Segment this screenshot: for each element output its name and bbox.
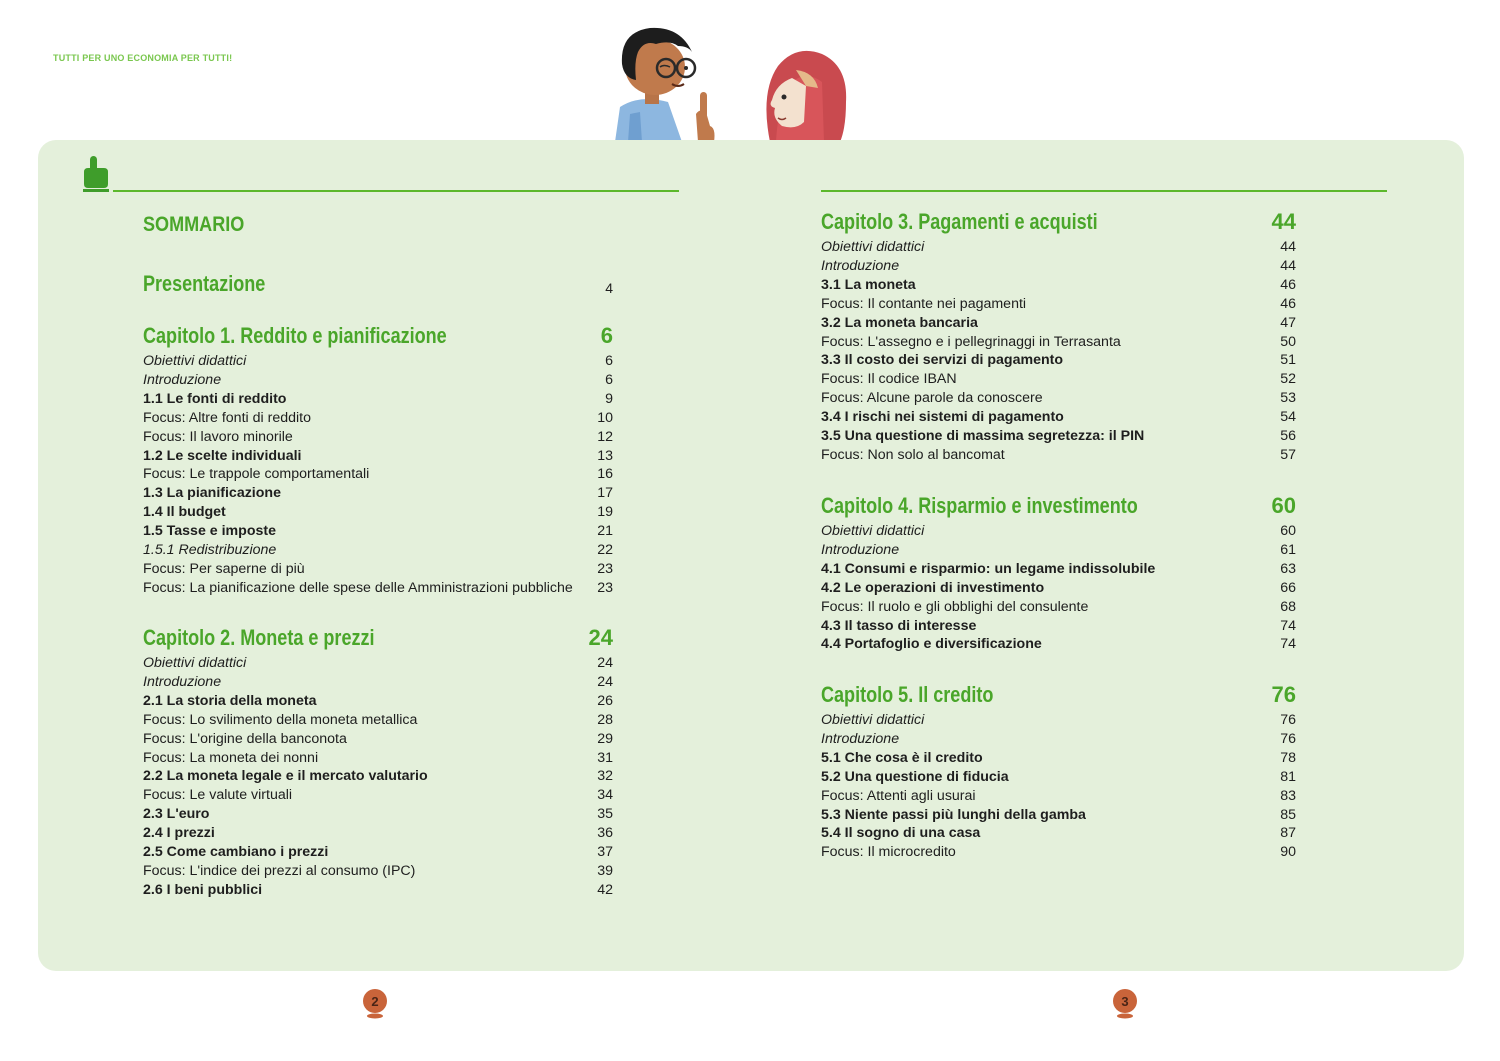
toc-entry[interactable] xyxy=(143,371,613,390)
toc-entry[interactable] xyxy=(143,824,613,843)
toc-entry[interactable] xyxy=(143,692,613,711)
toc-entry-label: Focus: L'assegno e i pellegrinaggi in Terrasanta xyxy=(821,333,1121,350)
toc-entry-page: 53 xyxy=(1280,390,1296,407)
toc-entry[interactable] xyxy=(143,805,613,824)
page-number-badge-left xyxy=(362,987,388,1019)
toc-entry[interactable] xyxy=(143,447,613,466)
toc-entry[interactable] xyxy=(821,314,1296,333)
toc-entry-page: 51 xyxy=(1280,352,1296,369)
chapter-4-heading[interactable]: Capitolo 4. Risparmio e investimento 60 xyxy=(821,493,1296,518)
page-number-left: 2 xyxy=(371,994,379,1009)
toc-entry-label: 1.1 Le fonti di reddito xyxy=(143,390,287,407)
toc-entry-label: 5.1 Che cosa è il credito xyxy=(821,749,983,766)
toc-entry-page: 63 xyxy=(1280,560,1296,577)
toc-entry-label: Focus: Lo svilimento della moneta metallica xyxy=(143,711,418,728)
toc-entry-page: 74 xyxy=(1280,636,1296,653)
toc-entry-label: Focus: Il ruolo e gli obblighi del consulente xyxy=(821,598,1089,615)
toc-entry-page: 17 xyxy=(597,485,613,502)
toc-entry-page: 44 xyxy=(1280,239,1296,255)
toc-entry-label: 2.6 I beni pubblici xyxy=(143,881,263,898)
toc-entry[interactable] xyxy=(143,767,613,786)
toc-entry-label: 3.3 Il costo dei servizi di pagamento xyxy=(821,352,1064,369)
two-kids-illustration xyxy=(600,22,860,142)
page-number-badge-right xyxy=(1112,987,1138,1019)
toc-entry-page: 47 xyxy=(1280,314,1296,331)
toc-entry-page: 54 xyxy=(1280,409,1296,426)
toc-entry-page: 6 xyxy=(605,371,613,388)
toc-entry-page: 50 xyxy=(1280,333,1296,350)
toc-entry-label: Focus: Per saperne di più xyxy=(143,560,305,577)
toc-entry-label: Focus: Alcune parole da conoscere xyxy=(821,390,1043,407)
toc-entry[interactable] xyxy=(143,352,613,371)
toc-entry-page: 35 xyxy=(597,806,613,823)
toc-entry-page: 22 xyxy=(597,542,613,558)
toc-presentazione[interactable]: Presentazione 4 xyxy=(143,271,613,296)
page-number-right: 3 xyxy=(1121,994,1129,1009)
toc-entry-page: 29 xyxy=(597,730,613,747)
toc-entry-page: 9 xyxy=(605,390,613,407)
toc-title: SOMMARIO xyxy=(143,213,245,236)
toc-entry-label: 3.5 Una questione di massima segretezza: il PIN xyxy=(821,428,1145,444)
toc-entry-label: Obiettivi didattici xyxy=(821,523,925,539)
toc-entry[interactable] xyxy=(821,787,1296,806)
toc-entry-page: 13 xyxy=(597,447,613,464)
toc-entry-page: 37 xyxy=(597,844,613,860)
toc-entry[interactable] xyxy=(821,843,1296,862)
toc-entry[interactable] xyxy=(821,238,1296,257)
toc-entry-label: Introduzione xyxy=(821,541,900,558)
toc-entry-label: 1.2 Le scelte individuali xyxy=(143,447,302,464)
toc-entry-label: Focus: Le trappole comportamentali xyxy=(143,466,370,483)
toc-entry[interactable] xyxy=(821,617,1296,636)
toc-entry[interactable] xyxy=(821,560,1296,579)
chapter-2-heading[interactable]: Capitolo 2. Moneta e prezzi 24 xyxy=(143,625,613,650)
chapter-1-heading[interactable]: Capitolo 1. Reddito e pianificazione 6 xyxy=(143,323,613,348)
toc-entry-label: Obiettivi didattici xyxy=(821,712,925,728)
toc-entry-label: 2.5 Come cambiano i prezzi xyxy=(143,844,329,860)
toc-entry-page: 61 xyxy=(1280,541,1296,558)
toc-entry-label: 1.4 Il budget xyxy=(143,504,226,521)
toc-entry-page: 68 xyxy=(1280,598,1296,615)
toc-entry-page: 66 xyxy=(1280,579,1296,596)
toc-entry-label: 1.3 La pianificazione xyxy=(143,485,281,502)
toc-entry-page: 19 xyxy=(597,504,613,521)
toc-entry[interactable] xyxy=(821,370,1296,389)
toc-entry[interactable] xyxy=(143,503,613,522)
toc-entry-page: 6 xyxy=(605,353,613,369)
toc-entry-label: 2.3 L'euro xyxy=(143,806,210,823)
toc-entry-page: 90 xyxy=(1280,844,1296,861)
toc-entry[interactable] xyxy=(821,824,1296,843)
toc-entry-label: 5.3 Niente passi più lunghi della gamba xyxy=(821,806,1086,823)
toc-entry-label: 4.1 Consumi e risparmio: un legame indissolubile xyxy=(821,560,1156,577)
toc-entry[interactable] xyxy=(143,654,613,673)
toc-entry[interactable] xyxy=(821,257,1296,276)
toc-entry-label: 4.2 Le operazioni di investimento xyxy=(821,579,1045,596)
toc-entry-page: 76 xyxy=(1280,730,1296,747)
toc-entry[interactable] xyxy=(821,579,1296,598)
toc-entry[interactable] xyxy=(143,749,613,768)
toc-entry[interactable] xyxy=(821,768,1296,787)
toc-entry-page: 78 xyxy=(1280,749,1296,766)
toc-entry[interactable] xyxy=(821,351,1296,370)
toc-entry-label: 2.2 La moneta legale e il mercato valutario xyxy=(143,768,428,785)
toc-entry-page: 83 xyxy=(1280,787,1296,804)
toc-entry-label: Focus: La moneta dei nonni xyxy=(143,749,319,766)
toc-entry-page: 46 xyxy=(1280,295,1296,312)
toc-entry-label: Focus: Il microcredito xyxy=(821,844,956,861)
toc-entry-label: Focus: Il contante nei pagamenti xyxy=(821,295,1027,312)
toc-entry-page: 81 xyxy=(1280,768,1296,785)
toc-entry-page: 44 xyxy=(1280,257,1296,274)
toc-entry[interactable] xyxy=(143,522,613,541)
toc-entry[interactable] xyxy=(143,881,613,900)
toc-entry-label: Focus: Il codice IBAN xyxy=(821,371,957,388)
toc-entry[interactable] xyxy=(143,730,613,749)
toc-entry-page: 42 xyxy=(597,881,613,898)
toc-entry-label: Focus: L'indice dei prezzi al consumo (IPC) xyxy=(143,862,416,879)
chapter-3-heading[interactable]: Capitolo 3. Pagamenti e acquisti 44 xyxy=(821,209,1296,234)
toc-entry-page: 23 xyxy=(597,579,613,596)
toc-entry[interactable] xyxy=(143,711,613,730)
toc-entry-page: 56 xyxy=(1280,428,1296,444)
toc-entry-page: 24 xyxy=(597,655,613,671)
toc-entry-label: Obiettivi didattici xyxy=(143,655,247,671)
toc-entry-page: 16 xyxy=(597,466,613,483)
toc-entry[interactable] xyxy=(821,635,1296,654)
toc-entry-label: Focus: Non solo al bancomat xyxy=(821,446,1005,463)
toc-entry[interactable] xyxy=(821,408,1296,427)
toc-entry-label: 2.4 I prezzi xyxy=(143,825,215,842)
toc-entry-label: Introduzione xyxy=(143,371,222,388)
toc-entry-page: 57 xyxy=(1280,446,1296,463)
toc-entry-page: 24 xyxy=(597,673,613,690)
toc-entry-page: 36 xyxy=(597,825,613,842)
toc-entry-page: 34 xyxy=(597,787,613,804)
toc-entry-page: 12 xyxy=(597,428,613,445)
toc-entry[interactable] xyxy=(821,276,1296,295)
toc-entry[interactable] xyxy=(143,390,613,409)
toc-entry-label: 5.2 Una questione di fiducia xyxy=(821,768,1009,785)
toc-entry[interactable] xyxy=(821,522,1296,541)
toc-entry-label: 1.5.1 Redistribuzione xyxy=(143,542,277,558)
toc-entry[interactable] xyxy=(143,541,613,560)
toc-entry-label: Focus: L'origine della banconota xyxy=(143,730,347,747)
toc-entry-page: 26 xyxy=(597,692,613,709)
toc-entry[interactable] xyxy=(821,711,1296,730)
toc-entry-page: 39 xyxy=(597,862,613,879)
toc-entry-page: 23 xyxy=(597,560,613,577)
toc-entry[interactable] xyxy=(821,446,1296,465)
toc-entry-label: 1.5 Tasse e imposte xyxy=(143,523,277,540)
running-title: TUTTI PER UNO ECONOMIA PER TUTTI! xyxy=(53,53,233,63)
left-header-rule xyxy=(113,190,679,192)
toc-entry[interactable] xyxy=(821,806,1296,825)
toc-entry-page: 31 xyxy=(597,749,613,766)
toc-entry-label: Focus: La pianificazione delle spese delle Amministrazioni pubbliche xyxy=(143,579,573,596)
toc-entry-page: 87 xyxy=(1280,825,1296,842)
toc-entry-label: Obiettivi didattici xyxy=(143,353,247,369)
toc-entry-page: 46 xyxy=(1280,276,1296,293)
chapter-5-heading[interactable]: Capitolo 5. Il credito 76 xyxy=(821,682,1296,707)
toc-entry[interactable] xyxy=(821,598,1296,617)
toc-entry[interactable] xyxy=(143,428,613,447)
toc-entry-label: 4.3 Il tasso di interesse xyxy=(821,617,977,634)
toc-entry[interactable] xyxy=(143,465,613,484)
toc-entry[interactable] xyxy=(143,786,613,805)
toc-entry[interactable] xyxy=(821,389,1296,408)
toc-entry[interactable] xyxy=(143,843,613,862)
toc-entry[interactable] xyxy=(143,862,613,881)
toc-entry-page: 76 xyxy=(1280,712,1296,728)
toc-entry-label: 3.1 La moneta xyxy=(821,276,916,293)
right-header-rule xyxy=(821,190,1387,192)
toc-entry[interactable] xyxy=(821,427,1296,446)
toc-entry-page: 10 xyxy=(597,409,613,426)
toc-entry-label: Focus: Le valute virtuali xyxy=(143,787,293,804)
toc-entry[interactable] xyxy=(143,673,613,692)
toc-entry-label: Focus: Altre fonti di reddito xyxy=(143,409,311,426)
toc-entry[interactable] xyxy=(821,333,1296,352)
toc-entry[interactable] xyxy=(821,541,1296,560)
toc-entry-label: Introduzione xyxy=(143,673,222,690)
toc-entry[interactable] xyxy=(143,484,613,503)
toc-entry-label: Focus: Il lavoro minorile xyxy=(143,428,293,445)
toc-entry[interactable] xyxy=(821,749,1296,768)
toc-entry[interactable] xyxy=(821,295,1296,314)
toc-entry-label: 4.4 Portafoglio e diversificazione xyxy=(821,636,1042,653)
toc-entry-label: Obiettivi didattici xyxy=(821,239,925,255)
toc-entry-page: 28 xyxy=(597,711,613,728)
toc-entry-page: 60 xyxy=(1280,523,1296,539)
toc-entry-page: 21 xyxy=(597,523,613,540)
toc-entry[interactable] xyxy=(143,409,613,428)
toc-entry[interactable] xyxy=(143,560,613,579)
toc-entry-label: 3.4 I rischi nei sistemi di pagamento xyxy=(821,409,1064,426)
toc-entry-page: 52 xyxy=(1280,371,1296,388)
toc-entry-label: 5.4 Il sogno di una casa xyxy=(821,825,981,842)
toc-entry-page: 85 xyxy=(1280,806,1296,823)
toc-entry-label: 2.1 La storia della moneta xyxy=(143,692,317,709)
toc-entry-label: Introduzione xyxy=(821,257,900,274)
toc-entry-page: 32 xyxy=(597,768,613,785)
pointing-hand-icon xyxy=(80,154,110,194)
toc-entry[interactable] xyxy=(143,579,613,598)
toc-entry-label: Introduzione xyxy=(821,730,900,747)
toc-entry-label: 3.2 La moneta bancaria xyxy=(821,314,978,331)
toc-entry-label: Focus: Attenti agli usurai xyxy=(821,787,976,804)
toc-entry-page: 74 xyxy=(1280,617,1296,634)
toc-entry[interactable] xyxy=(821,730,1296,749)
